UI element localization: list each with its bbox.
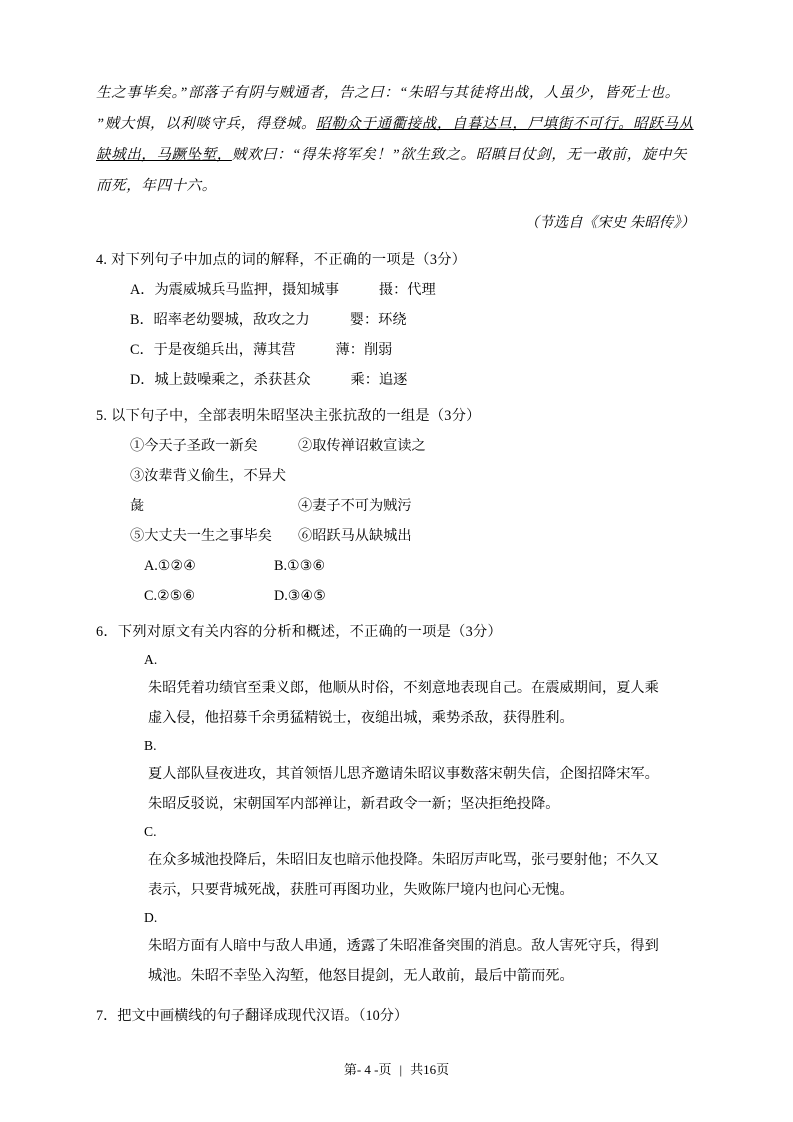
question-6-option-d-line-1: 朱昭方面有人暗中与敌人串通，透露了朱昭准备突围的消息。敌人害死守兵，得到: [148, 938, 659, 954]
option-c-gloss-value: 削弱: [363, 342, 393, 358]
classical-passage: [96, 78, 697, 202]
question-5-item-4: ④妻子不可为贼污: [298, 498, 412, 514]
question-6-option-d-mark: D.: [144, 910, 158, 925]
option-b-label: B．: [130, 312, 154, 328]
question-6-option-b-line-1: 夏人部队昼夜进攻，其首领悟儿思齐邀请朱昭议事数落宋朝失信，企图招降宋军。: [148, 766, 659, 782]
question-5-choice-d[interactable]: [274, 588, 326, 604]
question-4-option-b[interactable]: B．昭率老幼婴城，敌攻之力 婴：环绕: [130, 312, 407, 328]
question-5-items-row-3: [96, 521, 697, 551]
passage-line-3-underlined: 缺城出，马蹶坠堑，: [96, 147, 232, 163]
passage-line-3: [96, 140, 697, 171]
option-b-text: 昭率老幼婴城，敌攻之力: [153, 312, 310, 328]
question-4: [96, 245, 697, 395]
option-d-gloss-value: 追逐: [378, 372, 408, 388]
question-5-item-1: ①今天子圣政一新矣: [130, 438, 258, 454]
question-5-choice-b[interactable]: [274, 558, 325, 574]
question-5-items-row-2: [96, 461, 697, 521]
question-5-item-2: ②取传禅诏敕宣读之: [298, 438, 426, 454]
passage-line-2: [96, 109, 697, 140]
choice-a-text: ①②④: [157, 558, 196, 574]
question-4-stem: 4. 对下列句子中加点的词的解释，不正确的一项是（3分）: [96, 252, 467, 268]
page-footer: [0, 1059, 793, 1078]
question-5-item-6: ⑥昭跃马从缺城出: [298, 528, 412, 544]
question-5-choice-a[interactable]: [144, 551, 274, 581]
option-d-text: 城上鼓噪乘之，杀获甚众: [154, 372, 311, 388]
choice-a-label: A.: [144, 558, 158, 574]
question-6-option-a-mark: A.: [144, 652, 158, 667]
passage-line-2-underlined: 昭勒众于通衢接战，自暮达旦，尸填街不可行。昭跃马从: [316, 116, 694, 132]
choice-c-label: C.: [144, 588, 158, 604]
choice-c-text: ②⑤⑥: [157, 588, 196, 604]
question-5-stem: 5. 以下句子中，全部表明朱昭坚决主张抗敌的一组是（3分）: [96, 408, 481, 424]
footer-page-label: 第- 4 -页: [343, 1062, 392, 1077]
question-5-choices-row-2: [96, 581, 697, 611]
question-6-option-d-line-2: 城池。朱昭不幸坠入沟堑，他怒目提剑，无人敢前，最后中箭而死。: [148, 968, 574, 984]
question-4-option-a[interactable]: A．为震威城兵马监押，摄知城事 摄：代理: [130, 282, 436, 298]
passage-line-2-plain: ”贼大惧，以利啖守兵，得登城。: [96, 116, 317, 132]
question-5: [96, 401, 697, 611]
passage-line-4: 而死，年四十六。: [96, 178, 217, 194]
question-5-item-3: ③汝辈背义偷生，不异犬彘: [130, 468, 287, 514]
passage-line-3-plain: 贼欢曰：“得朱将军矣！”欲生致之。昭瞋目仗剑，无一敢前，旋中矢: [231, 147, 688, 163]
question-6-option-c-line-2: 表示，只要背城死战，获胜可再图功业，失败陈尸境内也问心无愧。: [148, 882, 574, 898]
choice-b-text: ①③⑥: [287, 558, 326, 574]
option-a-text: 为震威城兵马监押，摄知城事: [154, 282, 339, 298]
option-a-gloss-value: 代理: [407, 282, 436, 298]
option-d-label: D．: [130, 372, 155, 388]
option-c-text: 于是夜缒兵出，薄其营: [153, 342, 296, 358]
question-5-item-5: ⑤大丈夫一生之事毕矣: [130, 528, 272, 544]
question-6-option-b-line-2: 朱昭反驳说，宋朝国军内部禅让，新君政令一新；坚决拒绝投降。: [148, 796, 560, 812]
option-c-label: C．: [130, 342, 154, 358]
choice-d-label: D.: [274, 588, 288, 604]
passage-line-1: 生之事毕矣。”部落子有阴与贼通者，告之曰：“朱昭与其徒将出战，人虽少，皆死士也。: [96, 85, 680, 101]
question-5-choices-row-1: [96, 551, 697, 581]
question-6: [96, 617, 697, 991]
choice-b-label: B.: [274, 558, 288, 574]
question-6-option-c-mark: C.: [144, 824, 157, 839]
question-5-choice-c[interactable]: [144, 581, 274, 611]
option-b-gloss-key: 婴: [349, 312, 364, 328]
option-c-gloss-key: 薄: [335, 342, 350, 358]
footer-total-label: 共16页: [410, 1062, 450, 1077]
question-6-option-c-line-1: 在众多城池投降后，朱昭旧友也暗示他投降。朱昭厉声叱骂，张弓要射他；不久又: [148, 852, 659, 868]
passage-source: （节选自《宋史 朱昭传》）: [524, 215, 695, 231]
option-a-label: A．: [130, 282, 155, 298]
choice-d-text: ③④⑤: [287, 588, 326, 604]
question-6-option-a-line-1: 朱昭凭着功绩官至秉义郎，他顺从时俗，不刻意地表现自己。在震威期间，夏人乘: [148, 680, 659, 696]
question-7-stem: 7．把文中画横线的句子翻译成现代汉语。（10分）: [96, 1008, 409, 1024]
footer-separator: |: [399, 1062, 403, 1077]
question-6-stem: 6．下列对原文有关内容的分析和概述，不正确的一项是（3分）: [96, 624, 502, 640]
option-d-gloss-key: 乘: [350, 372, 365, 388]
question-5-items-row-1: [96, 431, 697, 461]
question-4-option-d[interactable]: D．城上鼓噪乘之，杀获甚众 乘：追逐: [130, 372, 408, 388]
question-4-option-c[interactable]: C．于是夜缒兵出，薄其营 薄：削弱: [130, 342, 393, 358]
question-6-option-a-line-2: 虚入侵，他招募千余勇猛精锐士，夜缒出城，乘势杀敌，获得胜利。: [148, 710, 574, 726]
option-a-gloss-key: 摄: [378, 282, 394, 298]
question-6-option-b-mark: B.: [144, 738, 157, 753]
option-b-gloss-value: 环绕: [378, 312, 407, 328]
